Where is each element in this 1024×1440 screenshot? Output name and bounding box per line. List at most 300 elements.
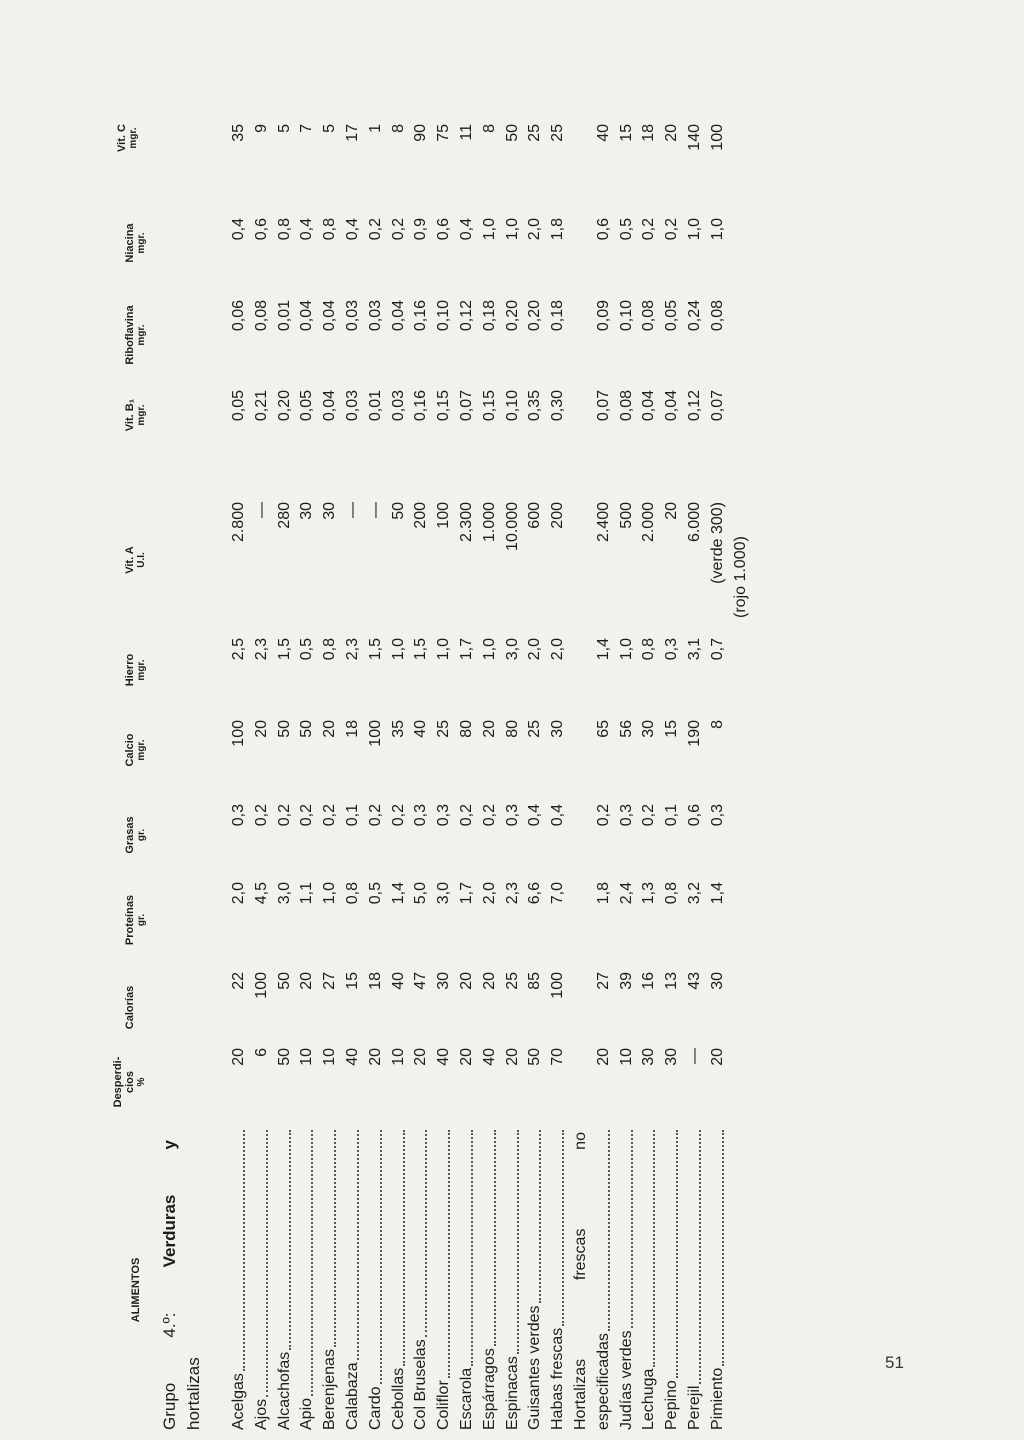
cell-desp: 20: [412, 1048, 430, 1066]
cell-niac: 0,6: [435, 218, 453, 241]
header-desperdicios: [112, 1052, 148, 1112]
food-name: [296, 1130, 318, 1430]
table-row: [274, 70, 296, 1430]
cell-vitc: 25: [549, 124, 567, 142]
header-hierro-unit: mgr.: [136, 659, 147, 681]
table-row: [410, 70, 432, 1430]
food-name-word: no: [572, 1132, 589, 1150]
food-name-text: Cardo: [366, 1386, 384, 1430]
cell-ribo: 0,05: [663, 300, 681, 332]
cell-vita: 2.300: [458, 502, 475, 543]
cell-niac: 1,0: [503, 218, 521, 241]
cell-calc: 8: [708, 720, 726, 729]
table-row: [319, 70, 341, 1430]
cell-gras: 0,3: [503, 804, 521, 827]
cell-niac: 0,2: [366, 218, 384, 241]
cell-vita: (verde 300): [708, 502, 726, 584]
food-name: [570, 1130, 592, 1430]
cell-vitb: 0,21: [252, 390, 270, 422]
cell-niac: 0,6: [594, 218, 612, 241]
cell-niac: 0,4: [230, 218, 247, 241]
cell-vita: 500: [617, 502, 635, 529]
cell-vita: 100: [435, 502, 453, 529]
cell-vita: 20: [663, 502, 681, 520]
food-name-text: especificadas: [594, 1333, 612, 1430]
cell-hier: 1,4: [594, 638, 612, 661]
cell-niac: 0,5: [617, 218, 635, 241]
cell-vitb: 0,10: [503, 390, 521, 422]
cell-prot: 3,2: [686, 882, 703, 905]
header-niacina-label: Niacina: [124, 223, 136, 263]
cell-calc: 80: [503, 720, 521, 738]
cell-cal: 27: [321, 972, 339, 990]
cell-niac: 0,2: [663, 218, 681, 241]
cell-cal: 16: [640, 972, 658, 990]
cell-ribo: 0,12: [458, 300, 475, 332]
header-proteinas: [124, 880, 148, 960]
cell-vitb: 0,04: [640, 390, 658, 422]
cell-niac: 0,8: [275, 218, 293, 241]
table-row: [388, 70, 410, 1430]
cell-vitc: 11: [458, 124, 475, 141]
cell-hier: 0,8: [321, 638, 339, 661]
food-name-text: Coliflor: [435, 1380, 453, 1430]
food-name-text: Espinacas: [503, 1356, 521, 1430]
group-word-4: y: [160, 1140, 179, 1150]
cell-vitc: 50: [503, 124, 521, 142]
cell-gras: 0,3: [435, 804, 453, 827]
cell-vita: 2.400: [594, 502, 612, 543]
cell-niac: 0,4: [344, 218, 361, 241]
header-grasas: [124, 800, 148, 870]
cell-vitc: 40: [594, 124, 612, 142]
cell-gras: 0,2: [480, 804, 498, 827]
cell-vitb: 0,03: [344, 390, 361, 422]
table-row: [616, 70, 638, 1430]
cell-vitb: 0,12: [686, 390, 703, 422]
cell-vitc: 140: [686, 124, 703, 151]
food-name: [342, 1130, 364, 1430]
table-row: [251, 70, 273, 1430]
cell-hier: 1,5: [275, 638, 293, 661]
cell-vitb: 0,30: [549, 390, 567, 422]
cell-calc: 20: [252, 720, 270, 738]
cell-desp: 50: [526, 1048, 544, 1066]
food-name-text: Ajos: [252, 1398, 270, 1430]
header-niacina-unit: mgr.: [136, 232, 147, 254]
cell-desp: 20: [708, 1048, 726, 1066]
cell-desp: 70: [549, 1048, 567, 1066]
cell-hier: 2,5: [230, 638, 247, 661]
cell-gras: 0,3: [412, 804, 430, 827]
header-calcio: [124, 715, 148, 785]
header-riboflavina: [124, 290, 148, 380]
cell-niac: 0,4: [458, 218, 475, 241]
cell-vitc: 17: [344, 124, 361, 142]
cell-ribo: 0,04: [389, 300, 407, 332]
table-row: [296, 70, 318, 1430]
cell-gras: 0,3: [617, 804, 635, 827]
food-name-text: Espárragos: [480, 1348, 498, 1430]
cell-desp: 20: [366, 1048, 384, 1066]
cell-vita: 2.000: [640, 502, 658, 543]
cell-ribo: 0,08: [708, 300, 726, 332]
cell-vitb: 0,15: [480, 390, 498, 422]
header-vita: [124, 525, 148, 595]
cell-ribo: 0,04: [298, 300, 316, 332]
cell-prot: 3,0: [435, 882, 453, 905]
cell-ribo: 0,24: [686, 300, 703, 332]
table-row: [638, 70, 660, 1430]
cell-vitc: 5: [275, 124, 293, 133]
cell-calc: 40: [412, 720, 430, 738]
cell-vita: [365, 502, 387, 622]
cell-cal: 30: [435, 972, 453, 990]
food-name: [616, 1130, 638, 1430]
cell-prot: 2,4: [617, 882, 635, 905]
cell-prot: 7,0: [549, 882, 567, 905]
food-name: [479, 1130, 501, 1430]
cell-ribo: 0,18: [549, 300, 567, 332]
cell-vitb: 0,03: [389, 390, 407, 422]
cell-vita: 200: [412, 502, 430, 529]
cell-cal: 22: [230, 972, 247, 990]
cell-gras: 0,2: [366, 804, 384, 827]
cell-cal: 43: [686, 972, 703, 990]
cell-vita: 1.000: [480, 502, 498, 543]
cell-prot: 1,7: [458, 882, 475, 905]
header-proteinas-unit: gr.: [136, 913, 147, 927]
table-header: [110, 70, 220, 1430]
cell-prot: 0,8: [344, 882, 361, 905]
cell-calc: 50: [298, 720, 316, 738]
cell-calc: 35: [389, 720, 407, 738]
cell-vitc: 35: [230, 124, 247, 142]
cell-cal: 15: [344, 972, 361, 990]
cell-vitb: 0,04: [663, 390, 681, 422]
cell-gras: 0,2: [298, 804, 316, 827]
cell-calc: 30: [549, 720, 567, 738]
food-name-text: Escarola: [458, 1367, 475, 1430]
cell-prot: 1,1: [298, 882, 316, 905]
cell-vita: 30: [298, 502, 316, 520]
cell-calc: 18: [344, 720, 361, 738]
cell-prot: 1,0: [321, 882, 339, 905]
cell-calc: 30: [640, 720, 658, 738]
food-name: [661, 1130, 683, 1430]
header-hierro-label: Hierro: [124, 653, 136, 687]
food-name-text: [570, 1130, 592, 1430]
cell-prot: 6,6: [526, 882, 544, 905]
cell-hier: 2,0: [526, 638, 544, 661]
cell-vitc: 18: [640, 124, 658, 142]
table-row: [479, 70, 501, 1430]
cell-calc: 25: [435, 720, 453, 738]
header-calorias: Calorías: [124, 985, 136, 1030]
food-name: [638, 1130, 660, 1430]
header-grasas-label: Grasas: [124, 816, 136, 854]
table-row: [707, 70, 749, 1430]
cell-vitb: 0,04: [321, 390, 339, 422]
cell-hier: 2,0: [549, 638, 567, 661]
cell-prot: 1,8: [594, 882, 612, 905]
food-name: [456, 1130, 478, 1430]
cell-gras: 0,2: [640, 804, 658, 827]
cell-niac: 1,0: [686, 218, 703, 241]
table-row: [342, 70, 364, 1430]
dot-leader: [380, 1130, 382, 1384]
cell-hier: 0,8: [640, 638, 658, 661]
cell-ribo: 0,20: [503, 300, 521, 332]
cell-cal: 47: [412, 972, 430, 990]
food-name: [251, 1130, 273, 1430]
cell-vitb: 0,15: [435, 390, 453, 422]
cell-niac: 0,8: [321, 218, 339, 241]
cell-hier: 2,3: [344, 638, 361, 661]
food-name: [365, 1130, 387, 1430]
food-name: [228, 1130, 250, 1430]
dot-leader: [311, 1130, 313, 1396]
cell-vita: 30: [321, 502, 339, 520]
food-name-text: Cebollas: [389, 1367, 407, 1430]
group-line-2: hortalizas: [184, 1357, 203, 1430]
cell-vitb: 0,07: [458, 390, 475, 422]
cell-cal: 50: [275, 972, 293, 990]
cell-cal: 40: [389, 972, 407, 990]
food-name: [274, 1130, 296, 1430]
cell-cal: 25: [503, 972, 521, 990]
header-hierro: [124, 635, 148, 705]
table-row: [502, 70, 524, 1430]
cell-vitc: 25: [526, 124, 544, 142]
cell-desp: 20: [594, 1048, 612, 1066]
food-name-text: Apio: [298, 1397, 316, 1430]
cell-desp: 30: [640, 1048, 658, 1066]
cell-vitc: 7: [298, 124, 316, 133]
group-word-1: Grupo: [160, 1382, 179, 1430]
cell-vita: 10.000: [503, 502, 521, 551]
food-name-text: Habas frescas: [549, 1327, 567, 1430]
cell-desp: 20: [458, 1048, 475, 1066]
food-name: [593, 1130, 615, 1430]
empty-dash: —: [366, 502, 384, 518]
cell-hier: 1,0: [389, 638, 407, 661]
cell-calc: 100: [230, 720, 247, 747]
cell-desp: 40: [344, 1048, 361, 1066]
cell-prot: 5,0: [412, 882, 430, 905]
cell-desp: 20: [230, 1048, 247, 1066]
food-name-text: Perejil: [686, 1385, 703, 1430]
cell-vitb: 0,05: [230, 390, 247, 422]
cell-prot: 2,3: [503, 882, 521, 905]
cell-vitb: 0,20: [275, 390, 293, 422]
cell-vita: [251, 502, 273, 622]
food-name: [684, 1130, 706, 1430]
cell-desp: 40: [435, 1048, 453, 1066]
table-row: [547, 70, 569, 1430]
cell-calc: 56: [617, 720, 635, 738]
cell-gras: 0,2: [275, 804, 293, 827]
food-name-text: Judías verdes: [617, 1330, 635, 1430]
cell-prot: 1,4: [389, 882, 407, 905]
food-name-word: Hortalizas: [572, 1358, 589, 1430]
cell-gras: 0,1: [344, 804, 361, 827]
cell-gras: 0,6: [686, 804, 703, 827]
cell-desp: 10: [389, 1048, 407, 1066]
header-desperdicios-line1: Desperdi-: [112, 1056, 124, 1108]
cell-desp: 40: [480, 1048, 498, 1066]
cell-niac: 0,2: [389, 218, 407, 241]
food-name-text: Col Bruselas: [412, 1339, 430, 1430]
header-desperdicios-line2: cios: [124, 1071, 136, 1094]
cell-niac: 0,4: [298, 218, 316, 241]
cell-niac: 0,6: [252, 218, 270, 241]
cell-ribo: 0,09: [594, 300, 612, 332]
header-niacina: [124, 208, 148, 278]
header-calcio-unit: mgr.: [136, 739, 147, 761]
cell-vita: 6.000: [686, 502, 703, 543]
cell-prot: 0,5: [366, 882, 384, 905]
cell-vitc: 75: [435, 124, 453, 142]
food-name: [547, 1130, 569, 1430]
page-number: 51: [885, 1353, 904, 1372]
cell-ribo: 0,03: [366, 300, 384, 332]
header-vitc: [116, 108, 140, 168]
cell-cal: 20: [458, 972, 475, 990]
cell-calc: 190: [686, 720, 703, 747]
cell-calc: 20: [480, 720, 498, 738]
cell-gras: 0,2: [252, 804, 270, 827]
cell-vitb: 0,05: [298, 390, 316, 422]
table-row: [524, 70, 546, 1430]
header-desperdicios-unit: %: [136, 1077, 147, 1087]
header-vitb: [124, 380, 148, 450]
table-row: [570, 70, 592, 1430]
food-name-text: Berenjenas: [321, 1349, 339, 1430]
header-vitc-unit: mgr.: [128, 127, 139, 149]
cell-gras: 0,2: [594, 804, 612, 827]
cell-niac: 0,9: [412, 218, 430, 241]
header-vita-unit: U.I.: [136, 552, 147, 568]
cell-niac: 1,8: [549, 218, 567, 241]
food-name: [502, 1130, 524, 1430]
cell-hier: 0,3: [663, 638, 681, 661]
cell-hier: 1,0: [480, 638, 498, 661]
cell-prot: 2,0: [480, 882, 498, 905]
cell-vitb: 0,07: [708, 390, 726, 422]
empty-dash: —: [344, 502, 361, 518]
cell-cal: 13: [663, 972, 681, 990]
cell-vitb: 0,07: [594, 390, 612, 422]
cell-prot: 2,0: [230, 882, 247, 905]
cell-gras: 0,2: [458, 804, 475, 827]
food-name-text: Pimiento: [708, 1367, 726, 1430]
food-name: [410, 1130, 432, 1430]
cell-vitb: 0,35: [526, 390, 544, 422]
cell-hier: 1,0: [617, 638, 635, 661]
cell-ribo: 0,06: [230, 300, 247, 332]
cell-cal: 20: [298, 972, 316, 990]
empty-dash: —: [686, 1048, 703, 1064]
header-calcio-label: Calcio: [124, 733, 136, 767]
cell-vita: 600: [526, 502, 544, 529]
cell-ribo: 0,20: [526, 300, 544, 332]
cell-hier: 0,5: [298, 638, 316, 661]
cell-vita: 200: [549, 502, 567, 529]
header-vitc-label: Vit. C: [116, 124, 128, 152]
cell-ribo: 0,16: [412, 300, 430, 332]
dot-leader: [699, 1130, 701, 1384]
cell-ribo: 0,01: [275, 300, 293, 332]
cell-niac: 1,0: [480, 218, 498, 241]
food-name-text: Acelgas: [230, 1373, 247, 1430]
group-word-2: 4.º:: [160, 1312, 179, 1338]
cell-vitc: 100: [708, 124, 726, 151]
food-name-text: Alcachofas: [275, 1351, 293, 1430]
food-name-text: Pepino: [663, 1380, 681, 1430]
cell-hier: 1,5: [366, 638, 384, 661]
cell-desp: 30: [663, 1048, 681, 1066]
table-row: [661, 70, 683, 1430]
empty-dash: —: [252, 502, 270, 518]
food-name: [319, 1130, 341, 1430]
food-name-text: Calabaza: [344, 1362, 361, 1430]
cell-ribo: 0,10: [617, 300, 635, 332]
cell-desp: 6: [252, 1048, 270, 1057]
header-proteinas-label: Proteínas: [124, 894, 136, 946]
cell-desp: 20: [503, 1048, 521, 1066]
cell-vitb: 0,08: [617, 390, 635, 422]
cell-ribo: 0,10: [435, 300, 453, 332]
cell-vitc: 20: [663, 124, 681, 142]
table-row: [684, 70, 706, 1430]
cell-vitb: 0,01: [366, 390, 384, 422]
table-row: [228, 70, 250, 1430]
cell-calc: 50: [275, 720, 293, 738]
cell-vitc: 9: [252, 124, 270, 133]
food-name-text: Lechuga: [640, 1368, 658, 1430]
cell-vita: [342, 502, 364, 622]
food-name-word: frescas: [572, 1228, 589, 1281]
cell-cal: 20: [480, 972, 498, 990]
food-name: [388, 1130, 410, 1430]
header-alimentos: ALIMENTOS: [130, 1257, 142, 1323]
cell-gras: 0,2: [389, 804, 407, 827]
header-riboflavina-label: Riboflavina: [124, 305, 136, 365]
cell-prot: 0,8: [663, 882, 681, 905]
table-row: [593, 70, 615, 1430]
cell-gras: 0,1: [663, 804, 681, 827]
cell-vitc: 1: [366, 124, 384, 133]
cell-cal: 100: [252, 972, 270, 999]
cell-hier: 1,7: [458, 638, 475, 661]
cell-calc: 20: [321, 720, 339, 738]
cell-prot: 3,0: [275, 882, 293, 905]
cell-hier: 1,5: [412, 638, 430, 661]
cell-desp: 50: [275, 1048, 293, 1066]
cell-niac: 0,2: [640, 218, 658, 241]
cell-calc: 80: [458, 720, 475, 738]
group-title: [158, 1130, 206, 1430]
header-vita-label: Vit. A: [124, 546, 136, 574]
cell-vitc: 8: [389, 124, 407, 133]
cell-ribo: 0,08: [640, 300, 658, 332]
cell-ribo: 0,03: [344, 300, 361, 332]
cell-ribo: 0,04: [321, 300, 339, 332]
cell-ribo: 0,08: [252, 300, 270, 332]
cell-vita: 2.800: [230, 502, 247, 543]
table-row: [433, 70, 455, 1430]
